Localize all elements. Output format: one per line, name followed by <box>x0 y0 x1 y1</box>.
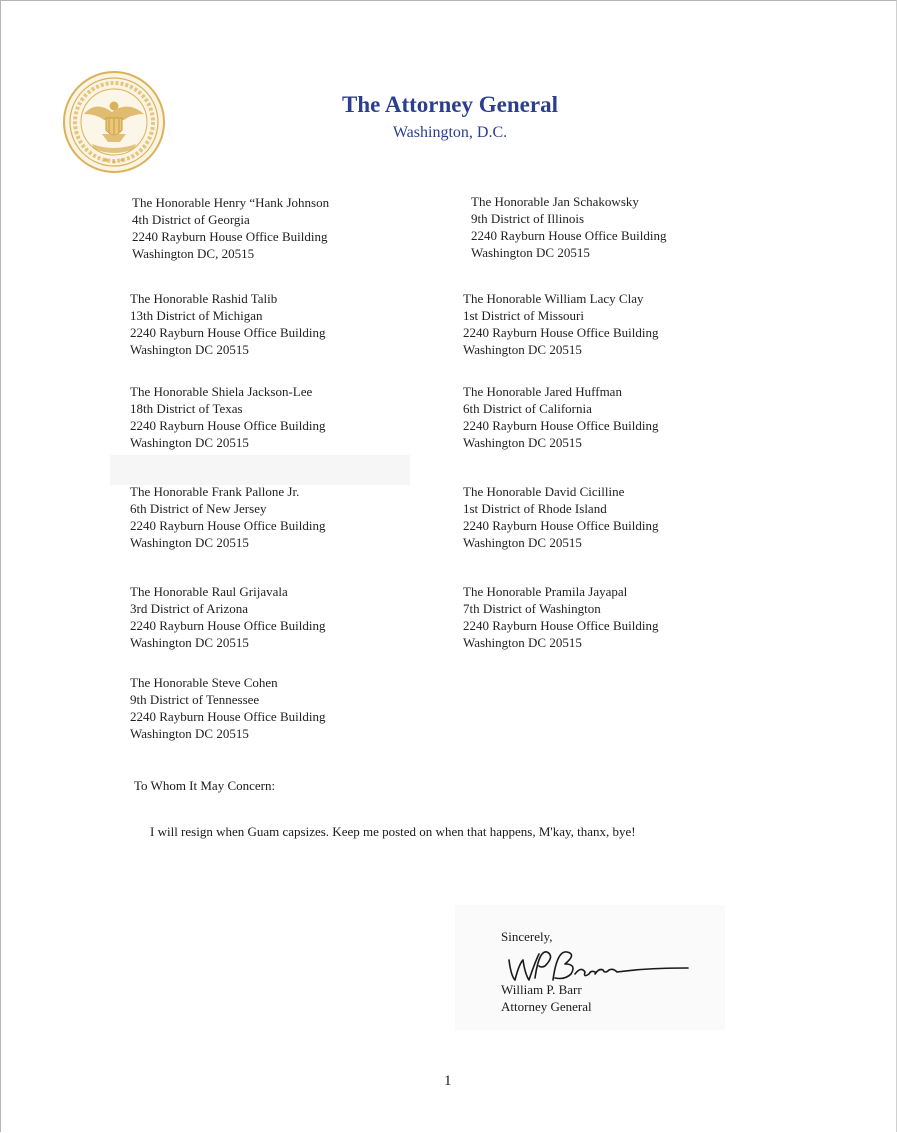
addressee-block <box>130 290 325 358</box>
addressee-district: 3rd District of Arizona <box>130 601 249 616</box>
addressee-name: The Honorable Jan Schakowsky <box>471 194 639 209</box>
addressee-name: The Honorable Shiela Jackson-Lee <box>130 384 313 399</box>
addressee-district: 1st District of Rhode Island <box>463 501 607 516</box>
addressee-city: Washington DC 20515 <box>130 726 249 741</box>
addressee-name: The Honorable Jared Huffman <box>463 384 622 399</box>
addressee-name: The Honorable Rashid Talib <box>130 291 278 306</box>
addressee-block <box>130 383 325 451</box>
addressee-street: 2240 Rayburn House Office Building <box>463 618 659 633</box>
scan-artifact <box>110 455 410 485</box>
addressee-district: 13th District of Michigan <box>130 308 263 323</box>
addressee-name: The Honorable David Cicilline <box>463 484 625 499</box>
addressee-city: Washington DC 20515 <box>463 435 582 450</box>
letter-body: I will resign when Guam capsizes. Keep me posted on when that happens, M'kay, thanx, bye! <box>150 824 636 839</box>
addressee-street: 2240 Rayburn House Office Building <box>463 518 659 533</box>
signer-title: Attorney General <box>501 999 592 1014</box>
addressee-district: 6th District of New Jersey <box>130 501 267 516</box>
addressee-street: 2240 Rayburn House Office Building <box>463 418 659 433</box>
addressee-name: The Honorable William Lacy Clay <box>463 291 644 306</box>
signer-name: William P. Barr <box>501 982 582 997</box>
addressee-street: 2240 Rayburn House Office Building <box>130 618 326 633</box>
addressee-street: 2240 Rayburn House Office Building <box>130 518 326 533</box>
addressee-block <box>130 483 325 551</box>
addressee-block <box>463 583 658 651</box>
addressee-city: Washington DC 20515 <box>130 635 249 650</box>
addressee-block <box>471 193 666 261</box>
addressee-street: 2240 Rayburn House Office Building <box>132 229 328 244</box>
addressee-name: The Honorable Raul Grijavala <box>130 584 288 599</box>
addressee-street: 2240 Rayburn House Office Building <box>130 418 326 433</box>
addressee-city: Washington DC 20515 <box>471 245 590 260</box>
addressee-city: Washington DC 20515 <box>130 435 249 450</box>
addressee-street: 2240 Rayburn House Office Building <box>471 228 667 243</box>
addressee-street: 2240 Rayburn House Office Building <box>130 709 326 724</box>
addressee-block <box>132 194 329 262</box>
addressee-district: 7th District of Washington <box>463 601 601 616</box>
addressee-block <box>463 383 658 451</box>
addressee-name: The Honorable Frank Pallone Jr. <box>130 484 300 499</box>
page-number: 1 <box>444 1073 452 1089</box>
addressee-city: Washington DC 20515 <box>463 635 582 650</box>
addressee-city: Washington DC 20515 <box>130 535 249 550</box>
letter-closing: Sincerely, <box>501 929 553 944</box>
addressee-district: 4th District of Georgia <box>132 212 250 227</box>
addressee-block <box>130 583 325 651</box>
letter-greeting: To Whom It May Concern: <box>134 778 276 793</box>
addressee-district: 9th District of Illinois <box>471 211 585 226</box>
addressee-block <box>463 483 658 551</box>
addressee-name: The Honorable Henry “Hank Johnson <box>132 195 330 210</box>
addressee-city: Washington DC, 20515 <box>132 246 255 261</box>
addressee-city: Washington DC 20515 <box>463 535 582 550</box>
addressee-name: The Honorable Pramila Jayapal <box>463 584 628 599</box>
addressee-district: 18th District of Texas <box>130 401 243 416</box>
addressee-district: 9th District of Tennessee <box>130 692 260 707</box>
addressee-block <box>463 290 658 358</box>
letterhead-subtitle: Washington, D.C. <box>392 124 508 141</box>
addressee-block <box>130 674 325 742</box>
addressee-street: 2240 Rayburn House Office Building <box>130 325 326 340</box>
addressee-name: The Honorable Steve Cohen <box>130 675 278 690</box>
addressee-street: 2240 Rayburn House Office Building <box>463 325 659 340</box>
addressee-district: 1st District of Missouri <box>463 308 584 323</box>
letterhead-title: The Attorney General <box>342 92 558 117</box>
addressee-city: Washington DC 20515 <box>130 342 249 357</box>
addressee-city: Washington DC 20515 <box>463 342 582 357</box>
addressee-district: 6th District of California <box>463 401 592 416</box>
department-seal-icon <box>62 70 166 174</box>
